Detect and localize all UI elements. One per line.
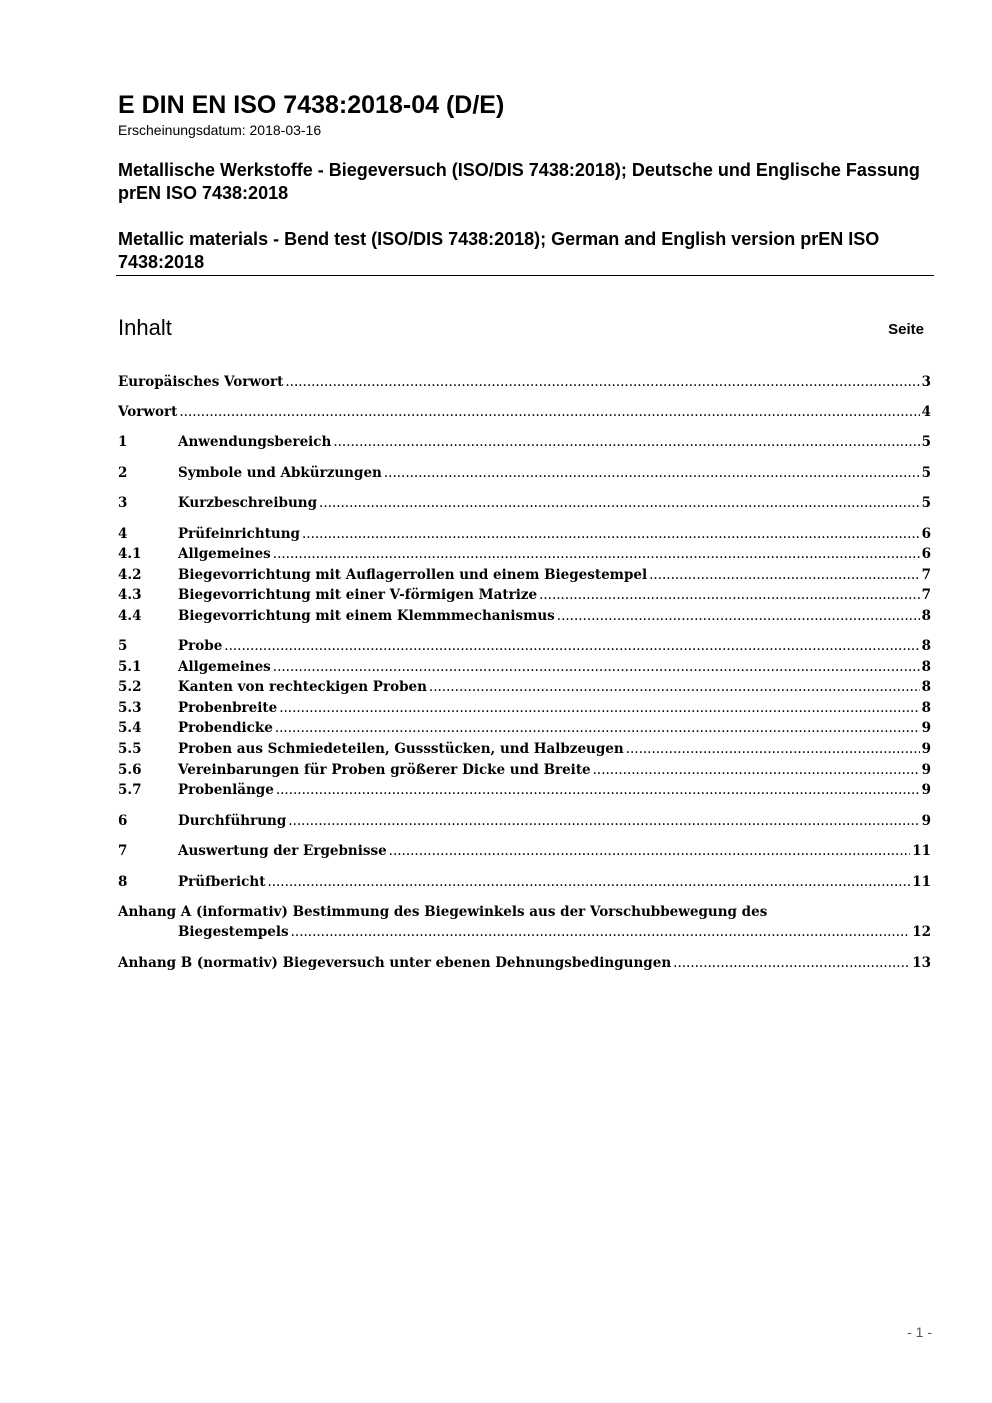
- toc-leader-dots: [224, 636, 919, 656]
- toc-entry-number: 5: [118, 638, 128, 654]
- toc-entry[interactable]: [118, 402, 931, 422]
- toc-entry-label: Symbole und Abkürzungen: [178, 465, 382, 481]
- toc-leader-dots: [429, 677, 920, 697]
- toc-entry-page: 8: [921, 638, 931, 654]
- toc-entry-number: 4.1: [118, 546, 142, 562]
- toc-entry-label: Probendicke: [178, 720, 273, 736]
- toc-leader-dots: [384, 463, 920, 483]
- toc-entry-page: 7: [921, 567, 931, 583]
- toc-entry-number: 4.4: [118, 608, 142, 624]
- toc-entry-page: 9: [921, 782, 931, 798]
- toc-leader-dots: [179, 402, 919, 422]
- toc-entry-page: 13: [912, 955, 931, 971]
- toc-entry-number: 2: [118, 465, 128, 481]
- toc-entry-page: 5: [921, 495, 931, 511]
- toc-entry-label: Allgemeines: [178, 659, 271, 675]
- toc-entry-page: 9: [921, 720, 931, 736]
- toc-entry-number: 5.3: [118, 700, 142, 716]
- toc-annex-a-line1[interactable]: Anhang A (informativ) Bestimmung des Biegewinkels aus der Vorschubbewegung des: [118, 904, 768, 920]
- toc-leader-dots: [626, 739, 920, 759]
- toc-entry-label: Probenbreite: [178, 700, 278, 716]
- toc-entry-page: 9: [921, 741, 931, 757]
- toc-leader-dots: [673, 953, 910, 973]
- toc-entry-number: 3: [118, 495, 128, 511]
- toc-entry-number: 8: [118, 874, 128, 890]
- toc-entry-page: 9: [921, 813, 931, 829]
- toc-entry[interactable]: [118, 585, 931, 605]
- toc-leader-dots: [275, 718, 920, 738]
- toc-entry-label: Vorwort: [118, 404, 178, 420]
- header-divider: [116, 275, 934, 276]
- toc-entry-page: 8: [921, 700, 931, 716]
- toc-entry-label: Durchführung: [178, 813, 287, 829]
- toc-entry[interactable]: [118, 739, 931, 759]
- toc-entry-page: 6: [921, 526, 931, 542]
- toc-entry-page: 8: [921, 608, 931, 624]
- toc-leader-dots: [276, 780, 920, 800]
- toc-annex-b[interactable]: [118, 953, 931, 973]
- toc-entry-page: 7: [921, 587, 931, 603]
- toc-entry[interactable]: [118, 636, 931, 656]
- toc-entry-page: 5: [921, 434, 931, 450]
- toc-leader-dots: [273, 657, 920, 677]
- toc-leader-dots: [319, 493, 920, 513]
- toc-entry[interactable]: [118, 780, 931, 800]
- toc-entry[interactable]: [118, 677, 931, 697]
- toc-entry-page: 5: [921, 465, 931, 481]
- document-id: E DIN EN ISO 7438:2018-04 (D/E): [118, 91, 505, 119]
- toc-leader-dots: [333, 432, 919, 452]
- toc-entry-number: 5.7: [118, 782, 142, 798]
- toc-entry-page: 12: [912, 924, 931, 940]
- toc-entry-number: 5.2: [118, 679, 142, 695]
- toc-entry[interactable]: [118, 872, 931, 892]
- toc-entry-label: Auswertung der Ergebnisse: [178, 843, 387, 859]
- toc-entry[interactable]: [118, 565, 931, 585]
- toc-entry-number: 5.1: [118, 659, 142, 675]
- toc-entry-page: 6: [921, 546, 931, 562]
- toc-entry[interactable]: [118, 432, 931, 452]
- toc-entry-number: 4.2: [118, 567, 142, 583]
- toc-entry-label: Proben aus Schmiedeteilen, Gussstücken, und Halbzeugen: [178, 741, 624, 757]
- toc-entry[interactable]: [118, 524, 931, 544]
- toc-leader-dots: [539, 585, 920, 605]
- toc-leader-dots: [288, 811, 919, 831]
- toc-page-column-label: Seite: [888, 321, 924, 338]
- toc-leader-dots: [649, 565, 919, 585]
- toc-entry-label: Biegevorrichtung mit einem Klemmmechanismus: [178, 608, 555, 624]
- toc-entry-label: Prüfeinrichtung: [178, 526, 301, 542]
- toc-leader-dots: [389, 841, 911, 861]
- toc-leader-dots: [267, 872, 910, 892]
- toc-leader-dots: [593, 760, 920, 780]
- toc-entry[interactable]: [118, 657, 931, 677]
- toc-heading: Inhalt: [118, 315, 172, 340]
- toc-entry-page: 11: [912, 843, 931, 859]
- toc-entry[interactable]: [118, 718, 931, 738]
- toc-entry-number: 1: [118, 434, 128, 450]
- toc-entry[interactable]: [118, 606, 931, 626]
- toc-entry-number: 7: [118, 843, 128, 859]
- toc-entry-number: 5.6: [118, 762, 142, 778]
- toc-entry-label: Biegevorrichtung mit einer V-förmigen Matrize: [178, 587, 538, 603]
- toc-entry-label: Anhang B (normativ) Biegeversuch unter ebenen Dehnungsbedingungen: [118, 955, 672, 971]
- toc-leader-dots: [279, 698, 919, 718]
- page-number: - 1 -: [907, 1324, 932, 1340]
- toc-leader-dots: [557, 606, 920, 626]
- toc-entry[interactable]: [118, 372, 931, 392]
- toc-leader-dots: [302, 524, 920, 544]
- toc-entry-label: Europäisches Vorwort: [118, 374, 284, 390]
- toc-entry-label: Probe: [178, 638, 223, 654]
- toc-entry[interactable]: [118, 760, 931, 780]
- title-german: Metallische Werkstoffe - Biegeversuch (ISO/DIS 7438:2018); Deutsche und Englische Fassung prEN ISO 7438:2018: [118, 160, 920, 203]
- toc-entry-label: Probenlänge: [178, 782, 274, 798]
- toc-entry-page: 8: [921, 679, 931, 695]
- toc-entry-label: Kurzbeschreibung: [178, 495, 318, 511]
- toc-entry-number: 4.3: [118, 587, 142, 603]
- toc-entry-page: 3: [921, 374, 931, 390]
- toc-entry-label: Allgemeines: [178, 546, 271, 562]
- toc-entry-page: 4: [921, 404, 931, 420]
- toc-entry-page: 9: [921, 762, 931, 778]
- toc-leader-dots: [285, 372, 919, 392]
- toc-entry-number: 5.4: [118, 720, 142, 736]
- toc-entry-page: 11: [912, 874, 931, 890]
- toc-entry[interactable]: [118, 544, 931, 564]
- toc-entry-number: 5.5: [118, 741, 142, 757]
- toc-leader-dots: [291, 922, 911, 942]
- toc-entry[interactable]: [118, 811, 931, 831]
- toc-entry-number: 4: [118, 526, 128, 542]
- toc-entry[interactable]: [118, 493, 931, 513]
- toc-entry-label: Biegestempels: [178, 924, 289, 940]
- toc-leader-dots: [273, 544, 920, 564]
- toc-entry-label: Vereinbarungen für Proben größerer Dicke und Breite: [178, 762, 591, 778]
- toc-entry-label: Prüfbericht: [178, 874, 266, 890]
- toc-entry-label: Anwendungsbereich: [178, 434, 332, 450]
- toc-entry-label: Biegevorrichtung mit Auflagerrollen und einem Biegestempel: [178, 567, 648, 583]
- toc-entry-number: 6: [118, 813, 128, 829]
- toc-entry-page: 8: [921, 659, 931, 675]
- toc-entry[interactable]: [118, 841, 931, 861]
- toc-annex-a[interactable]: [118, 922, 931, 942]
- title-english: Metallic materials - Bend test (ISO/DIS 7438:2018); German and English version prEN ISO 7438:2018: [118, 229, 880, 272]
- toc-entry-label: Kanten von rechteckigen Proben: [178, 679, 427, 695]
- toc-entry[interactable]: [118, 698, 931, 718]
- toc-entry[interactable]: [118, 463, 931, 483]
- publication-date: Erscheinungsdatum: 2018-03-16: [118, 122, 322, 138]
